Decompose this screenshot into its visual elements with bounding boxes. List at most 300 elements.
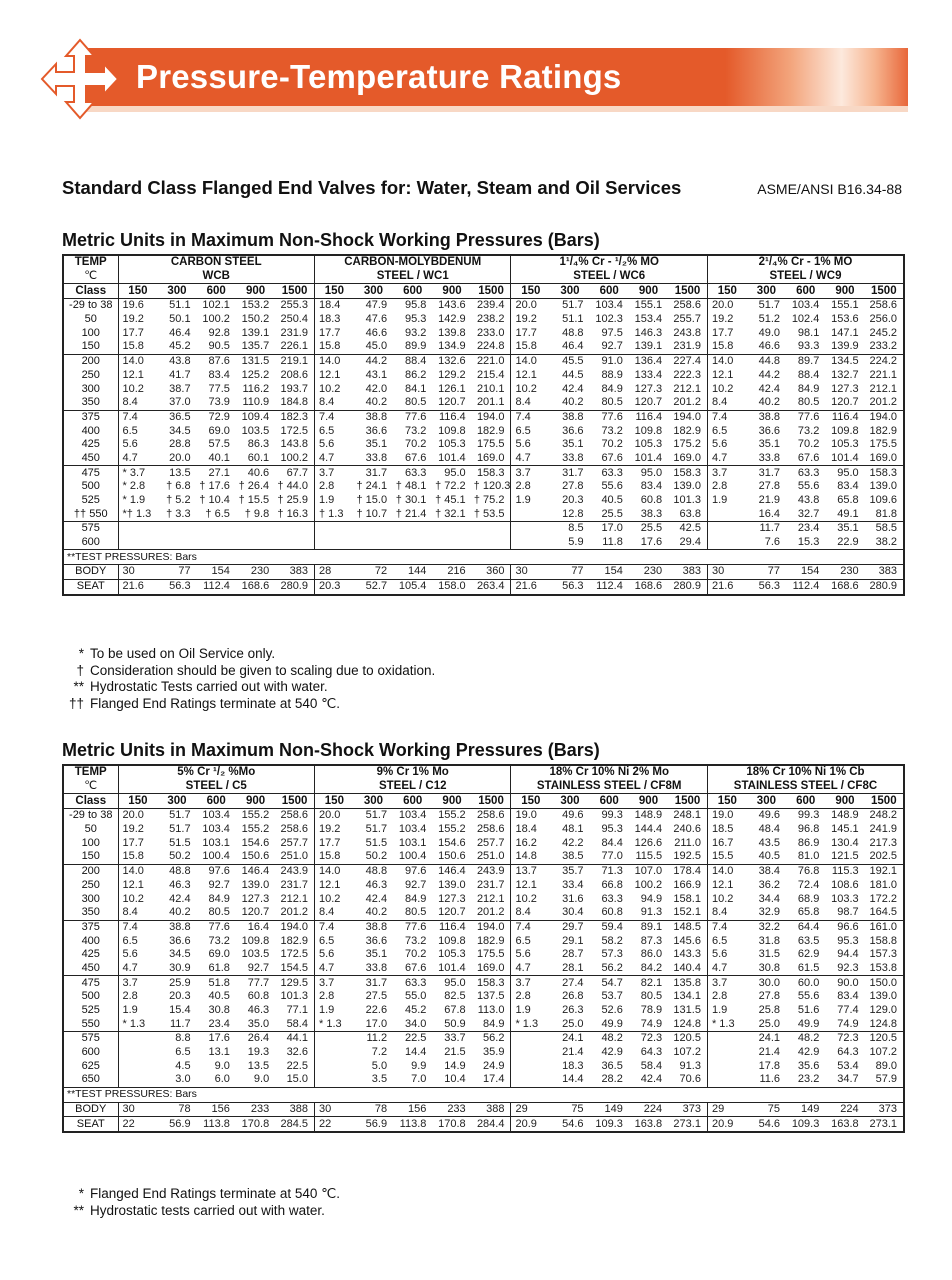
pressure-value: 35.6 <box>797 1059 820 1072</box>
pressure-value: 36.6 <box>562 424 584 437</box>
pressure-value: 27.5 <box>365 990 388 1003</box>
pressure-value: 217.3 <box>869 836 897 849</box>
pressure-value: 14.4 <box>562 1073 584 1086</box>
pressure-value: 51.7 <box>562 299 584 312</box>
pressure-value: 139.8 <box>438 326 466 339</box>
pressure-value: 20.0 <box>511 299 550 313</box>
pressure-value: † 17.6 <box>199 480 230 493</box>
pressure-value: 134.1 <box>673 990 701 1003</box>
temp-cell: 475 <box>63 976 118 990</box>
class-header: 1500 <box>865 284 904 299</box>
pressure-value <box>236 536 275 550</box>
pressure-value: 109.8 <box>634 424 663 437</box>
pressure-value: 120.7 <box>634 396 663 409</box>
pressure-value: 71.3 <box>590 864 629 878</box>
pressure-value: 3.7 <box>707 976 746 990</box>
pressure-value: 12.1 <box>314 369 353 383</box>
pressure-value <box>511 1073 550 1087</box>
pressure-value: 95.0 <box>825 466 864 480</box>
pressure-value: 98.1 <box>797 326 820 339</box>
test-pressure-value: 280.9 <box>275 579 314 594</box>
page-title: Pressure-Temperature Ratings <box>136 58 622 95</box>
footnote-mark: * <box>78 646 84 661</box>
pressure-value: 29.1 <box>562 934 584 947</box>
pressure-value: 178.4 <box>668 864 707 878</box>
pressure-value: 192.5 <box>673 850 701 863</box>
pressure-value: 48.8 <box>157 864 196 878</box>
pressure-value: 7.4 <box>511 920 550 934</box>
pressure-value: 16.4 <box>236 920 275 934</box>
pressure-value: 100.4 <box>398 850 427 863</box>
pressure-value: 58.4 <box>640 1059 663 1072</box>
pressure-value <box>707 507 746 521</box>
pressure-value: 211.0 <box>674 836 701 849</box>
temp-cell: 400 <box>63 424 118 438</box>
pressure-value: 182.9 <box>476 934 505 947</box>
pressure-value: 55.6 <box>797 480 820 493</box>
temp-cell: 450 <box>63 452 118 466</box>
temp-cell: 600 <box>63 1046 118 1060</box>
test-pressure-value: 263.4 <box>472 579 511 594</box>
pressure-value <box>275 536 314 550</box>
pressure-value: 202.5 <box>869 850 897 863</box>
pressure-value: 14.4 <box>404 1046 427 1059</box>
temp-header: TEMP <box>63 255 118 270</box>
pressure-value: 51.6 <box>797 1004 820 1017</box>
test-pressure-value: 20.9 <box>511 1117 550 1132</box>
pressure-value: 109.8 <box>241 934 270 947</box>
pressure-value: 69.0 <box>208 424 230 437</box>
pressure-value: 222.3 <box>673 368 701 381</box>
pressure-value: 25.5 <box>629 522 668 536</box>
pressure-value <box>511 536 550 550</box>
pressure-value: † 9.8 <box>244 507 270 520</box>
pressure-value: 70.2 <box>797 438 820 451</box>
test-pressure-row <box>63 1117 904 1132</box>
test-pressure-value: 56.3 <box>747 579 786 594</box>
pressure-table-2 <box>62 764 905 1133</box>
pressure-value: 51.7 <box>758 299 781 312</box>
pressure-value: 77.6 <box>197 920 236 934</box>
pressure-value: 45.0 <box>365 340 388 353</box>
pressure-value: 95.0 <box>629 466 668 480</box>
pressure-value: 115.3 <box>825 864 864 878</box>
test-type: BODY <box>63 565 118 580</box>
table-row <box>63 864 904 878</box>
table-row <box>63 906 904 920</box>
pressure-value: 175.5 <box>869 438 897 451</box>
pressure-value <box>393 522 432 536</box>
pressure-value: 36.6 <box>365 934 388 947</box>
standard-reference: ASME/ANSI B16.34-88 <box>757 181 902 197</box>
pressure-value: 77.6 <box>786 410 825 424</box>
pressure-value: 14.0 <box>314 354 353 368</box>
temp-cell: 500 <box>63 990 118 1004</box>
pressure-value: 11.2 <box>354 1032 393 1046</box>
test-pressure-value: 373 <box>865 1102 904 1117</box>
temp-cell: 300 <box>63 892 118 906</box>
pressure-value: 150.0 <box>865 976 904 990</box>
pressure-value: 57.5 <box>208 438 230 451</box>
pressure-value: 224.2 <box>865 354 904 368</box>
pressure-value: 129.0 <box>869 1004 897 1017</box>
pressure-value: 3.7 <box>314 466 353 480</box>
test-pressure-value: 112.4 <box>197 579 236 594</box>
pressure-value: 63.5 <box>797 934 820 947</box>
class-header: 1500 <box>275 284 314 299</box>
pressure-value: 46.3 <box>169 878 191 891</box>
pressure-value: 95.0 <box>432 466 471 480</box>
pressure-value: 1.9 <box>118 1004 157 1018</box>
class-header: 300 <box>550 794 589 809</box>
pressure-value: 67.6 <box>601 451 623 464</box>
pressure-value: 182.9 <box>673 424 701 437</box>
pressure-value: 89.1 <box>629 920 668 934</box>
header-row <box>63 270 904 284</box>
pressure-value: † 48.1 <box>395 480 427 493</box>
pressure-value: 12.8 <box>562 507 584 520</box>
pressure-value: 255.7 <box>673 313 701 326</box>
test-pressure-value: 112.4 <box>590 579 629 594</box>
pressure-value: 40.6 <box>236 466 275 480</box>
temp-cell: 400 <box>63 934 118 948</box>
test-pressure-value: 273.1 <box>865 1117 904 1132</box>
pressure-value: 42.9 <box>797 1046 820 1059</box>
pressure-value: 135.7 <box>241 340 270 353</box>
pressure-value: 16.4 <box>758 507 781 520</box>
pressure-value: 256.0 <box>869 313 897 326</box>
pressure-value <box>236 522 275 536</box>
footnote-text: Consideration should be given to scaling due to oxidation. <box>90 662 436 678</box>
pressure-value: 19.0 <box>511 809 550 823</box>
pressure-value: 80.5 <box>797 396 820 409</box>
pressure-value: 24.9 <box>483 1059 505 1072</box>
pressure-value: 137.5 <box>476 990 505 1003</box>
pressure-value: 48.1 <box>562 823 584 836</box>
pressure-value: 59.4 <box>590 920 629 934</box>
pressure-value: 8.4 <box>707 396 746 410</box>
pressure-value: 42.4 <box>640 1073 663 1086</box>
pressure-value: 88.9 <box>601 368 623 381</box>
pressure-value: 53.4 <box>837 1059 859 1072</box>
test-pressure-value: 383 <box>275 565 314 580</box>
test-pressure-row <box>63 1102 904 1117</box>
pressure-value: 8.4 <box>314 396 353 410</box>
pressure-value: 77.5 <box>208 382 230 395</box>
pressure-value: 60.0 <box>786 976 825 990</box>
pressure-value: 243.8 <box>673 326 701 339</box>
pressure-value: 63.3 <box>393 466 432 480</box>
pressure-value: 77.6 <box>590 410 629 424</box>
pressure-value: 139.0 <box>241 878 270 891</box>
pressure-value: 3.5 <box>371 1073 388 1086</box>
pressure-value: 35.1 <box>825 522 864 536</box>
pressure-value: 9.0 <box>253 1073 270 1086</box>
pressure-value: 9.0 <box>214 1059 230 1072</box>
pressure-value: 103.4 <box>398 809 427 822</box>
pressure-value: 3.7 <box>707 466 746 480</box>
pressure-value: 139.0 <box>673 480 701 493</box>
pressure-value: 35.0 <box>247 1017 270 1030</box>
pressure-value: 93.2 <box>404 326 427 339</box>
pressure-value: 2.8 <box>707 480 746 494</box>
pressure-value: 50.9 <box>444 1017 466 1030</box>
class-header: 150 <box>707 284 746 299</box>
pressure-value: 103.3 <box>831 892 859 905</box>
pressure-value: 3.7 <box>511 976 550 990</box>
pressure-value: 152.1 <box>673 906 701 919</box>
pressure-value: 17.7 <box>118 836 157 850</box>
pressure-value: 32.9 <box>758 906 781 919</box>
pressure-value: † 21.4 <box>395 507 427 520</box>
test-pressure-value: 112.4 <box>786 579 825 594</box>
pressure-value: 53.7 <box>601 990 623 1003</box>
pressure-value: 33.8 <box>758 451 781 464</box>
pressure-value: 10.2 <box>707 892 746 906</box>
pressure-value: 12.1 <box>118 879 157 893</box>
pressure-value: 31.6 <box>562 892 584 905</box>
footnote-text: To be used on Oil Service only. <box>90 646 276 661</box>
test-pressure-value: 230 <box>825 565 864 580</box>
class-header: 150 <box>707 794 746 809</box>
pressure-value: 5.0 <box>371 1059 388 1072</box>
pressure-value: 14.0 <box>314 864 353 878</box>
pressure-value: 43.8 <box>797 494 820 507</box>
temp-cell: 150 <box>63 850 118 864</box>
pressure-value: 38.8 <box>550 410 589 424</box>
pressure-value: 30.4 <box>562 906 584 919</box>
table-row <box>63 879 904 893</box>
pressure-value: 7.4 <box>707 410 746 424</box>
pressure-value: 70.6 <box>679 1073 701 1086</box>
class-header: 900 <box>629 284 668 299</box>
footnote <box>62 663 435 680</box>
pressure-value: 92.8 <box>208 326 230 339</box>
pressure-value: 92.7 <box>601 340 623 353</box>
class-header: 900 <box>629 794 668 809</box>
temp-unit: ℃ <box>63 780 118 794</box>
table-row <box>63 1032 904 1046</box>
pressure-value <box>511 1046 550 1060</box>
test-pressure-value: 273.1 <box>668 1117 707 1132</box>
test-pressure-value: 233 <box>236 1102 275 1117</box>
pressure-value: 2.8 <box>707 990 746 1004</box>
test-pressure-value: 75 <box>550 1102 589 1117</box>
pressure-value: 10.2 <box>118 892 157 906</box>
pressure-value: 148.9 <box>634 809 663 822</box>
pressure-value: 257.7 <box>280 836 308 849</box>
test-pressure-label: **TEST PRESSURES: Bars <box>63 550 904 565</box>
pressure-value: 23.4 <box>208 1017 230 1030</box>
pressure-value: 121.5 <box>831 850 859 863</box>
pressure-value: 15.5 <box>707 850 746 864</box>
pressure-value: 155.1 <box>831 299 859 312</box>
class-header: 1500 <box>275 794 314 809</box>
pressure-value: 132.6 <box>432 354 471 368</box>
temp-cell: †† 550 <box>63 507 118 521</box>
pressure-value: † 45.1 <box>435 494 466 507</box>
pressure-value: 19.2 <box>707 313 746 327</box>
pressure-value: 24.1 <box>550 1032 589 1046</box>
pressure-value: 60.8 <box>640 494 663 507</box>
pressure-value: 10.2 <box>314 382 353 396</box>
pressure-value: 35.9 <box>483 1046 505 1059</box>
temp-cell: 300 <box>63 382 118 396</box>
pressure-value: * 1.9 <box>118 494 157 508</box>
test-pressure-value: 22 <box>314 1117 353 1132</box>
pressure-value: 29.7 <box>550 920 589 934</box>
pressure-value: 108.6 <box>831 878 859 891</box>
pressure-value: 116.4 <box>629 410 668 424</box>
pressure-value: 124.8 <box>869 1017 897 1030</box>
pressure-value: 72.4 <box>797 878 820 891</box>
pressure-value: 84.9 <box>483 1017 505 1030</box>
pressure-value: 20.3 <box>562 494 584 507</box>
test-pressure-value: 77 <box>550 565 589 580</box>
pressure-value: 103.1 <box>398 836 427 849</box>
pressure-value: 25.5 <box>601 507 623 520</box>
pressure-value: 35.1 <box>365 948 388 961</box>
pressure-value: 116.4 <box>432 920 471 934</box>
class-header: 300 <box>354 794 393 809</box>
pressure-value: 81.0 <box>797 850 820 863</box>
pressure-value: 44.1 <box>275 1032 314 1046</box>
pressure-value: 49.9 <box>797 1017 820 1030</box>
pressure-value: 33.8 <box>365 961 388 974</box>
pressure-value: 80.5 <box>640 990 663 1003</box>
test-pressure-value: 388 <box>275 1102 314 1117</box>
pressure-value: 51.7 <box>365 823 388 836</box>
four-way-arrow-icon <box>40 38 120 120</box>
pressure-value: 124.8 <box>673 1017 701 1030</box>
pressure-value: 73.2 <box>404 934 427 947</box>
pressure-value: 5.6 <box>707 438 746 452</box>
pressure-value: † 15.0 <box>356 494 388 507</box>
pressure-value: 6.5 <box>314 424 353 438</box>
pressure-value: † 10.7 <box>356 507 388 520</box>
pressure-value: 4.7 <box>707 452 746 466</box>
pressure-value <box>511 522 550 536</box>
pressure-value: 51.2 <box>758 313 781 326</box>
pressure-value: 21.9 <box>758 494 781 507</box>
pressure-value: 120.5 <box>668 1032 707 1046</box>
class-header: 150 <box>511 284 550 299</box>
pressure-value: 38.8 <box>354 920 393 934</box>
pressure-value: 92.7 <box>208 878 230 891</box>
pressure-value: 58.4 <box>286 1017 308 1030</box>
test-type: SEAT <box>63 579 118 594</box>
pressure-value: 83.4 <box>640 480 663 493</box>
class-label: Class <box>63 284 118 299</box>
test-pressure-value: 56.9 <box>354 1117 393 1132</box>
pressure-value: 192.1 <box>865 864 904 878</box>
test-pressure-value: 77 <box>747 565 786 580</box>
pressure-value: 46.6 <box>758 340 781 353</box>
material-group-name: 18% Cr 10% Ni 2% Mo <box>511 765 707 780</box>
pressure-value: 19.2 <box>118 823 157 837</box>
test-pressure-value: 109.3 <box>590 1117 629 1132</box>
pressure-value: 72.3 <box>629 1032 668 1046</box>
temp-cell: 425 <box>63 438 118 452</box>
pressure-value: 2.8 <box>314 990 353 1004</box>
pressure-value: 18.4 <box>314 299 353 313</box>
test-pressure-value: 149 <box>786 1102 825 1117</box>
material-group-name: 5% Cr ¹/₂ %Mo <box>118 765 314 780</box>
pressure-value: 7.4 <box>314 920 353 934</box>
pressure-value <box>472 536 511 550</box>
pressure-value: 28.7 <box>562 948 584 961</box>
temp-cell: 550 <box>63 1017 118 1031</box>
pressure-value: 77.0 <box>601 850 623 863</box>
pressure-value: 100.2 <box>280 451 308 464</box>
pressure-value: * 1.3 <box>118 1017 157 1031</box>
pressure-value: 11.7 <box>747 522 786 536</box>
pressure-value: 2.8 <box>511 990 550 1004</box>
pressure-value: 110.9 <box>242 396 270 409</box>
pressure-value: 15.8 <box>118 850 157 864</box>
pressure-value: 9.9 <box>411 1059 427 1072</box>
test-pressure-value: 224 <box>825 1102 864 1117</box>
table-row <box>63 1073 904 1087</box>
pressure-value: 19.0 <box>707 809 746 823</box>
test-pressure-value: 383 <box>668 565 707 580</box>
table-row <box>63 396 904 410</box>
pressure-value: 33.8 <box>562 451 584 464</box>
pressure-value <box>511 1032 550 1046</box>
pressure-value: 182.9 <box>476 424 505 437</box>
table-row <box>63 920 904 934</box>
pressure-value: 169.0 <box>476 451 505 464</box>
pressure-value: 64.3 <box>640 1046 663 1059</box>
footnote-text: Hydrostatic Tests carried out with water. <box>90 679 328 694</box>
test-pressure-value: 54.6 <box>550 1117 589 1132</box>
pressure-value: 17.6 <box>640 536 663 549</box>
pressure-value: 30.0 <box>747 976 786 990</box>
pressure-value: 44.2 <box>758 368 781 381</box>
pressure-value: 89.0 <box>875 1059 897 1072</box>
pressure-value: 40.2 <box>169 906 191 919</box>
pressure-value: 60.8 <box>247 990 270 1003</box>
pressure-value <box>707 536 746 550</box>
pressure-value <box>197 522 236 536</box>
pressure-value: 84.9 <box>797 382 820 395</box>
pressure-value: 46.6 <box>365 326 388 339</box>
class-header: 150 <box>118 284 157 299</box>
pressure-value: 101.4 <box>438 451 466 464</box>
test-pressure-value: 29 <box>511 1102 550 1117</box>
pressure-value: 116.4 <box>825 410 864 424</box>
pressure-value: 6.5 <box>175 1046 191 1059</box>
pressure-value: † 10.4 <box>199 494 230 507</box>
pressure-value: 17.7 <box>707 326 746 340</box>
pressure-value: 226.1 <box>280 340 308 353</box>
pressure-value: † 120.3 <box>473 480 511 493</box>
table-row <box>63 536 904 550</box>
pressure-value: 20.0 <box>118 809 157 823</box>
class-row <box>63 794 904 809</box>
table-row <box>63 522 904 536</box>
test-pressure-label: **TEST PRESSURES: Bars <box>63 1087 904 1102</box>
pressure-value: 91.3 <box>679 1059 701 1072</box>
table-row <box>63 466 904 480</box>
pressure-value: 44.8 <box>747 354 786 368</box>
table-row <box>63 382 904 396</box>
temp-cell: 500 <box>63 480 118 494</box>
pressure-value <box>354 522 393 536</box>
pressure-value: 109.8 <box>831 424 859 437</box>
pressure-value: 40.5 <box>208 990 230 1003</box>
pressure-value: 109.4 <box>236 410 275 424</box>
